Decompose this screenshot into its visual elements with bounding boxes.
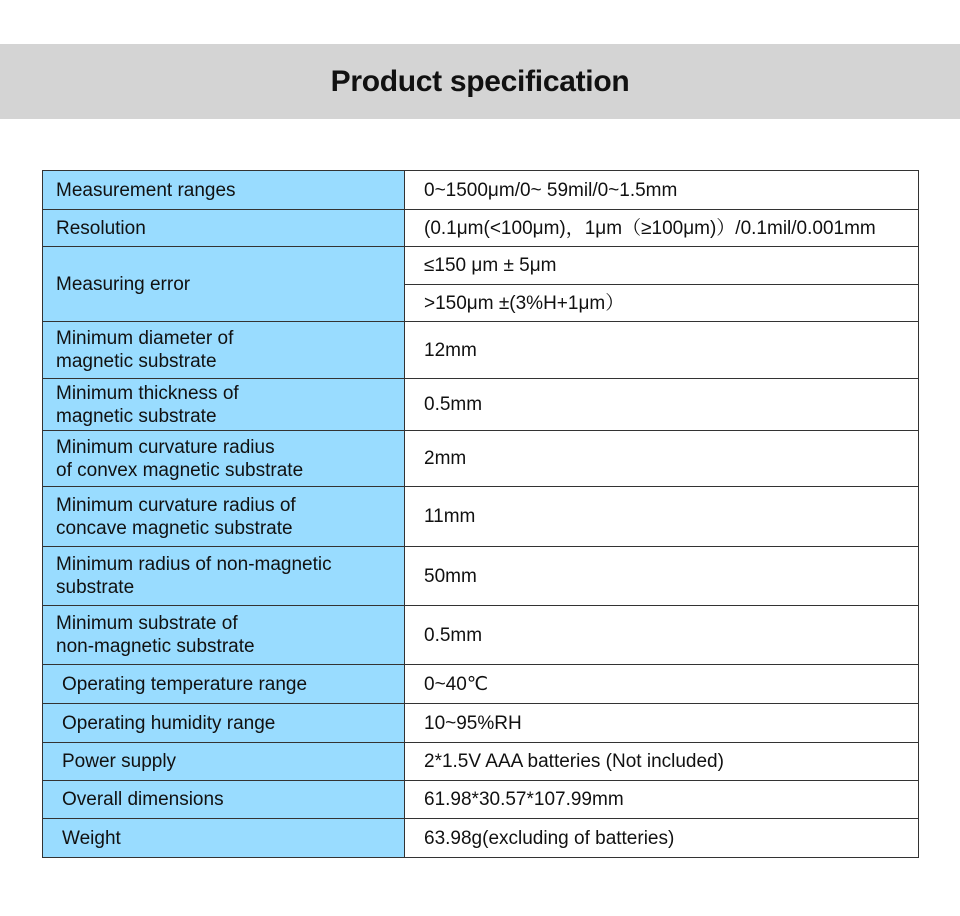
spec-label: Power supply bbox=[43, 743, 405, 781]
spec-label-line: Minimum curvature radius of bbox=[56, 494, 296, 516]
spec-row-weight bbox=[43, 819, 919, 858]
spec-value: 2mm bbox=[405, 431, 919, 487]
spec-label-line: Minimum radius of non-magnetic bbox=[56, 554, 332, 575]
spec-label: Measurement ranges bbox=[43, 171, 405, 210]
spec-label-line: Minimum substrate of bbox=[56, 613, 238, 634]
spec-value: 12mm bbox=[405, 322, 919, 379]
spec-label: Operating temperature range bbox=[43, 665, 405, 704]
spec-value: 61.98*30.57*107.99mm bbox=[405, 781, 919, 819]
spec-label-line: Minimum diameter of bbox=[56, 328, 234, 349]
spec-row-convex-radius bbox=[43, 431, 919, 487]
spec-row-resolution bbox=[43, 210, 919, 247]
spec-value: 0.5mm bbox=[405, 379, 919, 431]
spec-label: Overall dimensions bbox=[43, 781, 405, 819]
spec-row-operating-humidity bbox=[43, 704, 919, 743]
spec-row-min-thickness bbox=[43, 379, 919, 431]
spec-label: Weight bbox=[43, 819, 405, 858]
spec-value: (0.1μm(<100μm)，1μm（≥100μm)）/0.1mil/0.001mm bbox=[405, 210, 919, 247]
spec-label bbox=[43, 322, 405, 379]
spec-value: ≤150 μm ± 5μm bbox=[405, 247, 919, 285]
spec-row-measuring-error bbox=[43, 247, 919, 285]
spec-value: 2*1.5V AAA batteries (Not included) bbox=[405, 743, 919, 781]
spec-row-min-diameter bbox=[43, 322, 919, 379]
spec-value: 63.98g(excluding of batteries) bbox=[405, 819, 919, 858]
spec-row-measurement-ranges bbox=[43, 171, 919, 210]
spec-value: >150μm ±(3%H+1μm） bbox=[405, 285, 919, 322]
spec-label-line: non-magnetic substrate bbox=[56, 636, 255, 657]
spec-value: 0~1500μm/0~ 59mil/0~1.5mm bbox=[405, 171, 919, 210]
spec-table bbox=[42, 170, 919, 858]
spec-label: Resolution bbox=[43, 210, 405, 247]
spec-label bbox=[43, 547, 405, 606]
spec-value: 0.5mm bbox=[405, 606, 919, 665]
spec-value: 50mm bbox=[405, 547, 919, 606]
spec-label bbox=[43, 606, 405, 665]
spec-row-nonmagnetic-radius bbox=[43, 547, 919, 606]
spec-label bbox=[43, 487, 405, 547]
spec-label-line: Minimum thickness of bbox=[56, 382, 239, 404]
spec-label-line: magnetic substrate bbox=[56, 405, 217, 427]
spec-label-line: substrate bbox=[56, 577, 135, 598]
spec-label-line: Minimum curvature radius bbox=[56, 436, 275, 458]
spec-label-line: of convex magnetic substrate bbox=[56, 459, 304, 481]
title-banner bbox=[0, 44, 960, 119]
spec-row-concave-radius bbox=[43, 487, 919, 547]
spec-label-line: concave magnetic substrate bbox=[56, 517, 293, 539]
spec-value: 0~40℃ bbox=[405, 665, 919, 704]
spec-row-power-supply bbox=[43, 743, 919, 781]
spec-label bbox=[43, 379, 405, 431]
spec-label: Operating humidity range bbox=[43, 704, 405, 743]
spec-row-operating-temperature bbox=[43, 665, 919, 704]
spec-label-line: magnetic substrate bbox=[56, 351, 217, 372]
page-title: Product specification bbox=[330, 64, 630, 98]
spec-value: 10~95%RH bbox=[405, 704, 919, 743]
spec-value: 11mm bbox=[405, 487, 919, 547]
spec-label: Measuring error bbox=[43, 247, 405, 322]
spec-row-overall-dimensions bbox=[43, 781, 919, 819]
spec-row-nonmagnetic-substrate bbox=[43, 606, 919, 665]
spec-label bbox=[43, 431, 405, 487]
